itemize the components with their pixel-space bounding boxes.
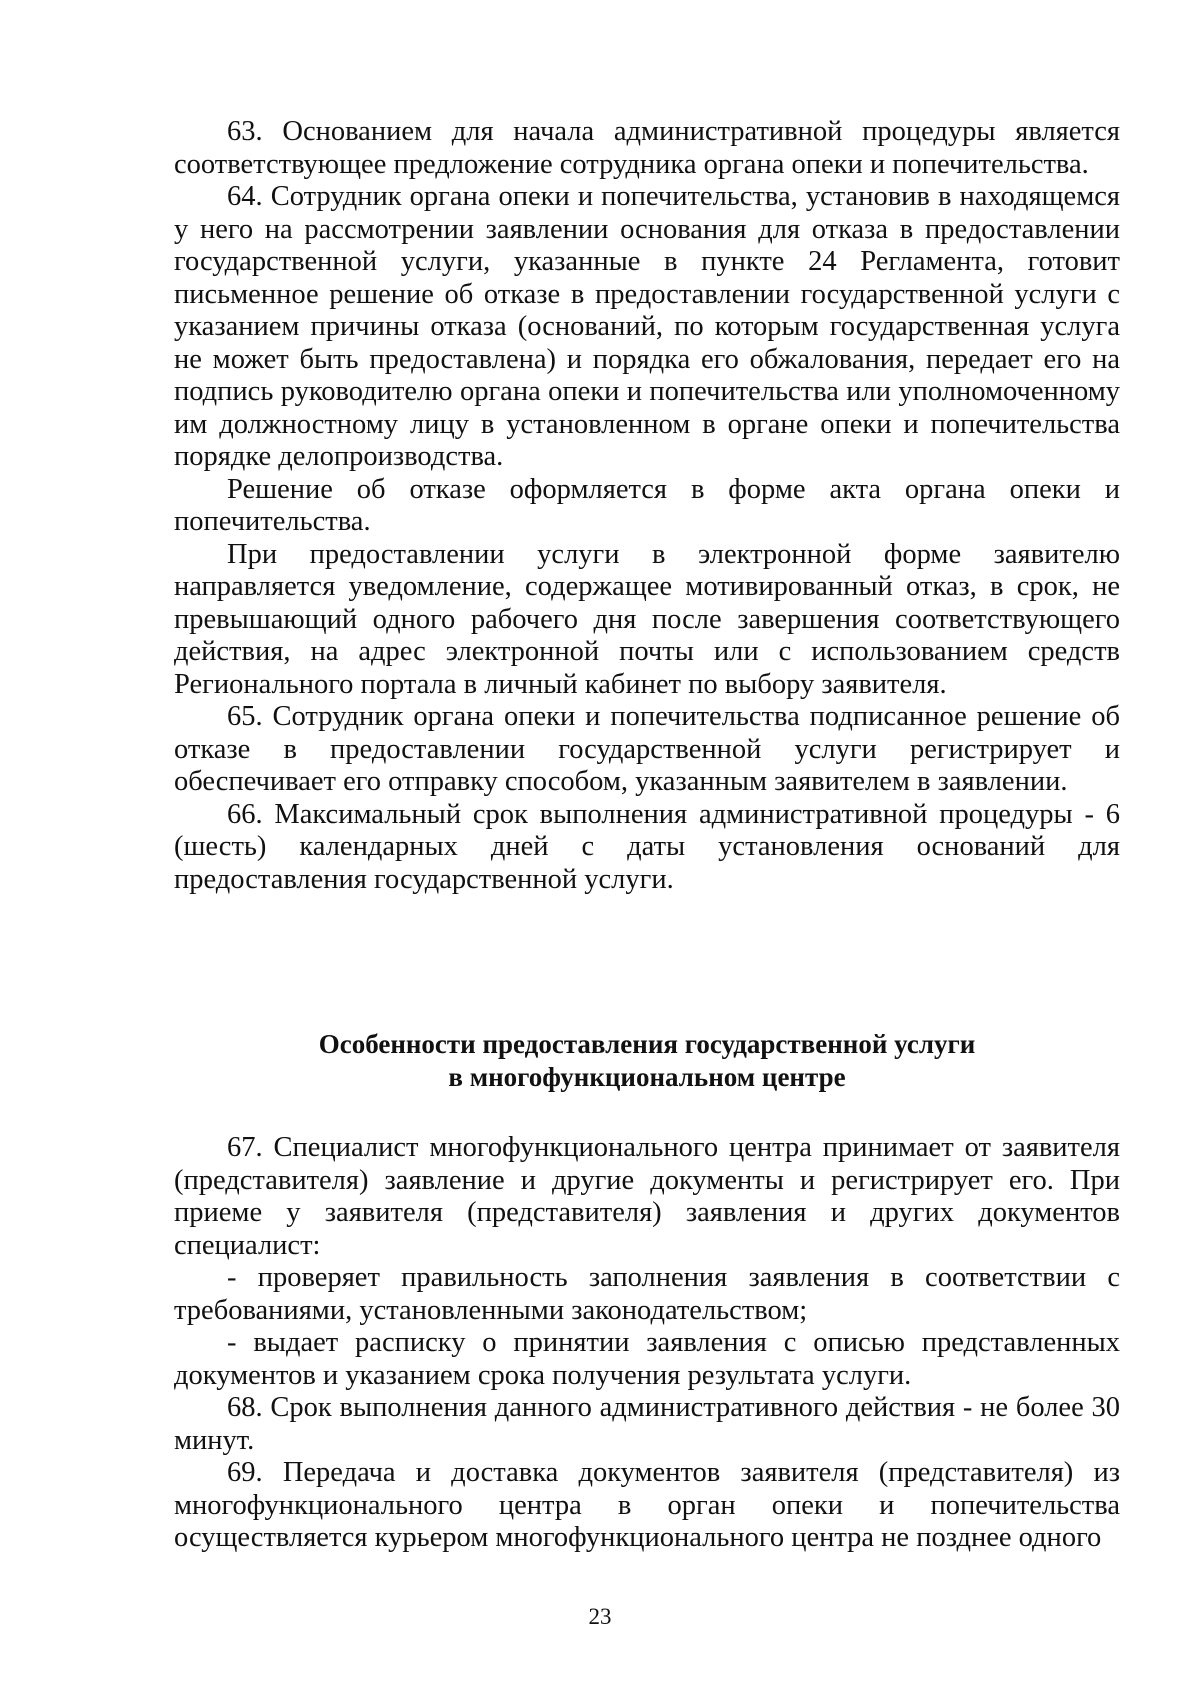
paragraph-64: 64. Сотрудник органа опеки и попечительства, установив в находящемся у него на рассмотрении заявлении основания для отказа в предоставлении государственной услуги, указанные в пункте 24 Регламента, готовит письменное решение об отказе в предоставлении государственной услуги с указанием причины отказа (оснований, по которым государственная услуга не может быть предоставлена) и порядка его обжалования, передает его на подпись руководителю органа опеки и попечительства или уполномоченному им должностному лицу в установленном в органе опеки и попечительства порядке делопроизводства. xyxy=(174,181,1120,472)
paragraph-65: 65. Сотрудник органа опеки и попечительства подписанное решение об отказе в предоставлении государственной услуги регистрирует и обеспечивает его отправку способом, указанным заявителем в заявлении. xyxy=(174,701,1120,797)
paragraph-refusal-form: Решение об отказе оформляется в форме акта органа опеки и попечительства. xyxy=(174,473,1120,537)
section-heading xyxy=(174,1028,1120,1094)
section-text-bottom xyxy=(174,1132,1120,1555)
section-heading-line-1: Особенности предоставления государственной услуги xyxy=(318,1029,976,1059)
paragraph-67: 67. Специалист многофункционального центра принимает от заявителя (представителя) заявление и другие документы и регистрирует его. При приеме у заявителя (представителя) заявления и других документов специалист: xyxy=(174,1132,1120,1261)
section-heading-line-2: в многофункциональном центре xyxy=(448,1062,846,1092)
paragraph-69: 69. Передача и доставка документов заявителя (представителя) из многофункционального центра в орган опеки и попечительства осуществляется курьером многофункционального центра не позднее одного xyxy=(174,1457,1120,1553)
list-item-issue-receipt: - выдает расписку о принятии заявления с описью представленных документов и указанием срока получения результата услуги. xyxy=(174,1327,1120,1391)
section-text-top xyxy=(174,116,1120,896)
paragraph-68: 68. Срок выполнения данного административного действия - не более 30 минут. xyxy=(174,1392,1120,1456)
paragraph-63: 63. Основанием для начала административной процедуры является соответствующее предложение сотрудника органа опеки и попечительства. xyxy=(174,116,1120,180)
page-number: 23 xyxy=(588,1604,612,1629)
list-item-check-application: - проверяет правильность заполнения заявления в соответствии с требованиями, установленными законодательством; xyxy=(174,1262,1120,1326)
paragraph-electronic-notice: При предоставлении услуги в электронной форме заявителю направляется уведомление, содержащее мотивированный отказ, в срок, не превышающий одного рабочего дня после завершения соответствующего действия, на адрес электронной почты или с использованием средств Регионального портала в личный кабинет по выбору заявителя. xyxy=(174,538,1120,700)
paragraph-66: 66. Максимальный срок выполнения административной процедуры - 6 (шесть) календарных дней с даты установления оснований для предоставления государственной услуги. xyxy=(174,798,1120,895)
